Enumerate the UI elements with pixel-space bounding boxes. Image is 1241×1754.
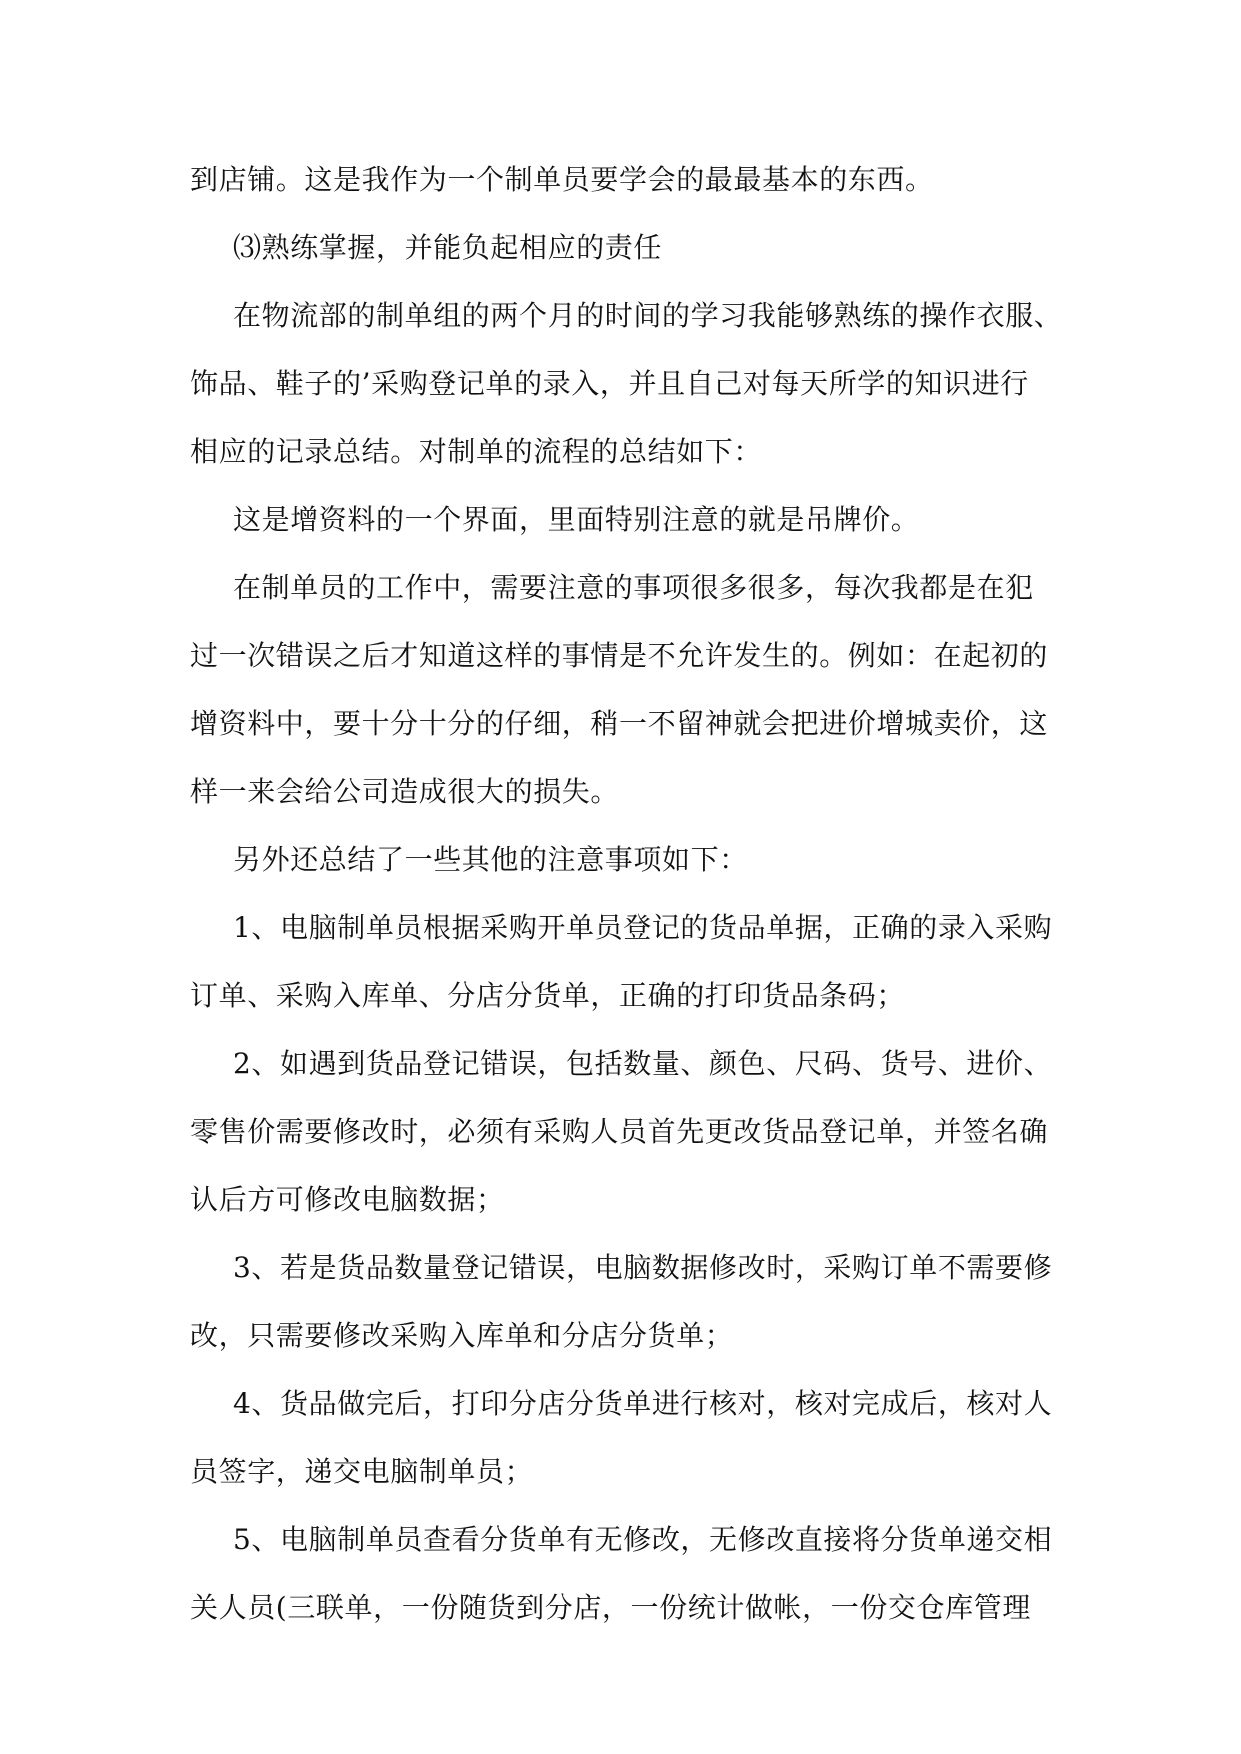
text-line-10: 样一来会给公司造成很大的损失。 [190,775,620,808]
list-item-2-line-3: 认后方可修改电脑数据； [190,1183,505,1216]
text-line-11: 另外还总结了一些其他的注意事项如下： [233,843,748,876]
list-item-2-line-1: 2、如遇到货品登记错误，包括数量、颜色、尺码、货号、进价、 [233,1047,1053,1080]
text-line-6: 这是增资料的一个界面，里面特别注意的就是吊牌价。 [233,503,920,536]
text-line-7: 在制单员的工作中，需要注意的事项很多很多，每次我都是在犯 [233,571,1034,604]
text-line-1: 到店铺。这是我作为一个制单员要学会的最最基本的东西。 [190,163,934,196]
text-line-8: 过一次错误之后才知道这样的事情是不允许发生的。例如：在起初的 [190,639,1049,672]
list-item-5-line-2: 关人员(三联单，一份随货到分店，一份统计做帐，一份交仓库管理 [190,1591,1031,1624]
list-item-5-line-1: 5、电脑制单员查看分货单有无修改，无修改直接将分货单递交相 [233,1523,1053,1556]
text-line-3: 在物流部的制单组的两个月的时间的学习我能够熟练的操作衣服、 [233,299,1063,332]
text-line-9: 增资料中，要十分十分的仔细，稍一不留神就会把进价增城卖价，这 [190,707,1049,740]
list-item-1-line-2: 订单、采购入库单、分店分货单，正确的打印货品条码； [190,979,906,1012]
text-line-5: 相应的记录总结。对制单的流程的总结如下： [190,435,763,468]
list-item-3-line-1: 3、若是货品数量登记错误，电脑数据修改时，采购订单不需要修 [233,1251,1053,1284]
list-item-3-line-2: 改，只需要修改采购入库单和分店分货单； [190,1319,734,1352]
list-item-4-line-2: 员签字，递交电脑制单员； [190,1455,534,1488]
list-item-1-line-1: 1、电脑制单员根据采购开单员登记的货品单据，正确的录入采购 [233,911,1053,944]
list-item-2-line-2: 零售价需要修改时，必须有采购人员首先更改货品登记单，并签名确 [190,1115,1049,1148]
section-heading-3: ⑶熟练掌握，并能负起相应的责任 [233,231,663,264]
text-line-4: 饰品、鞋子的’采购登记单的录入，并且自己对每天所学的知识进行 [190,367,1029,400]
list-item-4-line-1: 4、货品做完后，打印分店分货单进行核对，核对完成后，核对人 [233,1387,1053,1420]
